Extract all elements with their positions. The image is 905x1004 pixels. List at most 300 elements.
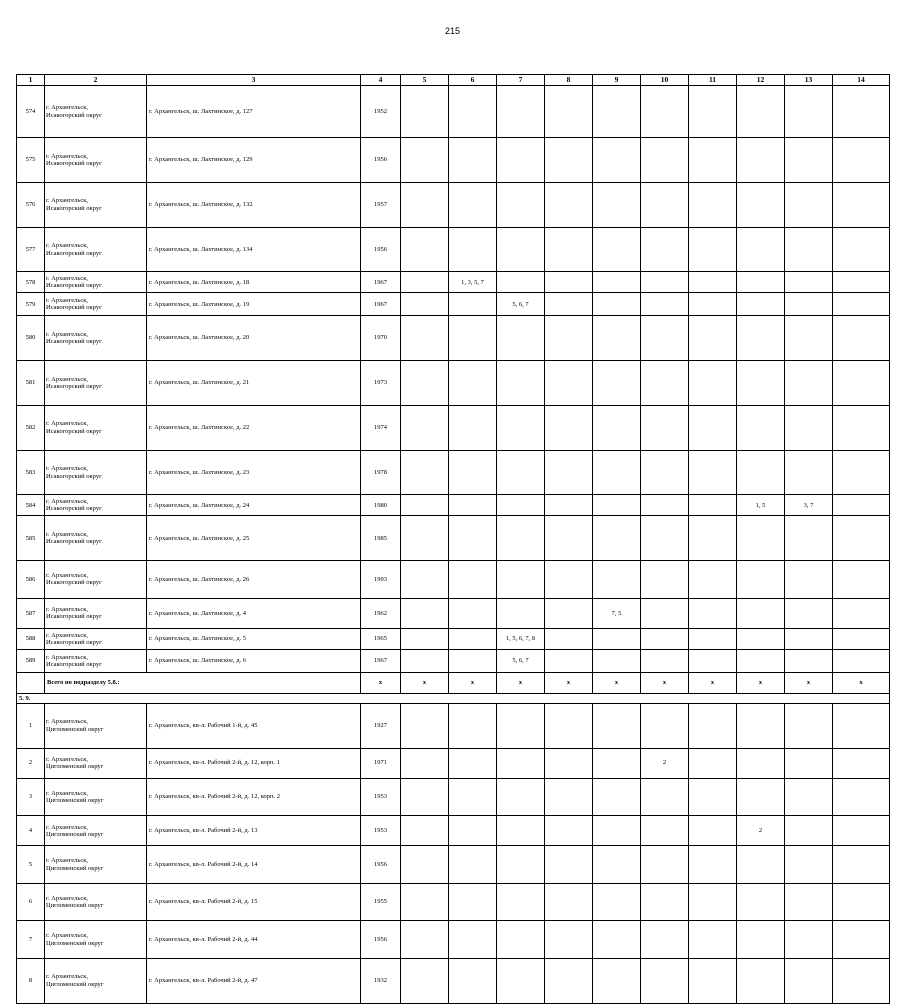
year-cell: 1953: [361, 778, 401, 815]
locality-cell: г. Архангельск, Исакогорский округ: [45, 138, 147, 183]
value-cell: [449, 883, 497, 920]
locality-cell: г. Архангельск, Исакогорский округ: [45, 361, 147, 406]
address-cell: г. Архангельск, ш. Лахтинское, д. 6: [147, 649, 361, 672]
value-cell: [833, 748, 890, 778]
row-number-cell: 3: [17, 778, 45, 815]
value-cell: [737, 272, 785, 293]
value-cell: [449, 86, 497, 138]
value-cell: 2: [641, 748, 689, 778]
row-number-cell: 577: [17, 227, 45, 272]
row-number-cell: 583: [17, 450, 45, 495]
value-cell: [737, 316, 785, 361]
column-number-cell: 6: [449, 75, 497, 86]
value-cell: [497, 316, 545, 361]
value-cell: [689, 649, 737, 672]
column-number-cell: 8: [545, 75, 593, 86]
table-row: [17, 182, 890, 227]
value-cell: [593, 561, 641, 598]
value-cell: [449, 182, 497, 227]
row-number-cell: 1: [17, 703, 45, 748]
value-cell: [401, 272, 449, 293]
value-cell: [545, 958, 593, 1003]
address-cell: г. Архангельск, кв-л. Рабочий 2-й, д. 44: [147, 921, 361, 958]
locality-cell: г. Архангельск, Исакогорский округ: [45, 516, 147, 561]
address-cell: г. Архангельск, ш. Лахтинское, д. 20: [147, 316, 361, 361]
value-cell: [401, 883, 449, 920]
subtotal-row: [17, 672, 890, 693]
value-cell: [401, 703, 449, 748]
value-cell: [593, 227, 641, 272]
value-cell: [449, 561, 497, 598]
locality-cell: г. Архангельск, Исакогорский округ: [45, 293, 147, 316]
value-cell: [593, 450, 641, 495]
value-cell: [401, 316, 449, 361]
value-cell: [737, 361, 785, 406]
locality-cell: г. Архангельск, Исакогорский округ: [45, 182, 147, 227]
value-cell: [833, 293, 890, 316]
value-cell: 5, 6, 7: [497, 293, 545, 316]
value-cell: [785, 748, 833, 778]
value-cell: [641, 958, 689, 1003]
value-cell: [401, 628, 449, 649]
value-cell: [497, 778, 545, 815]
column-number-cell: 9: [593, 75, 641, 86]
year-cell: 1956: [361, 227, 401, 272]
value-cell: [497, 516, 545, 561]
year-cell: 1927: [361, 703, 401, 748]
value-cell: [641, 816, 689, 846]
value-cell: [401, 182, 449, 227]
table-row: [17, 816, 890, 846]
locality-cell: г. Архангельск, Исакогорский округ: [45, 561, 147, 598]
value-cell: [737, 450, 785, 495]
value-cell: [689, 405, 737, 450]
value-cell: [497, 598, 545, 628]
value-cell: [833, 405, 890, 450]
value-cell: [689, 495, 737, 516]
value-cell: [449, 495, 497, 516]
value-cell: [593, 883, 641, 920]
address-cell: г. Архангельск, ш. Лахтинское, д. 18: [147, 272, 361, 293]
value-cell: [545, 361, 593, 406]
value-cell: [545, 293, 593, 316]
table-row: [17, 958, 890, 1003]
value-cell: [449, 516, 497, 561]
value-cell: [593, 293, 641, 316]
year-cell: 1956: [361, 846, 401, 883]
value-cell: [545, 561, 593, 598]
value-cell: [737, 883, 785, 920]
table-row: [17, 86, 890, 138]
value-cell: [833, 816, 890, 846]
value-cell: [545, 883, 593, 920]
value-cell: [401, 516, 449, 561]
value-cell: [833, 778, 890, 815]
table-row: [17, 450, 890, 495]
value-cell: [785, 450, 833, 495]
value-cell: [593, 516, 641, 561]
table-row: [17, 846, 890, 883]
locality-cell: г. Архангельск, Исакогорский округ: [45, 86, 147, 138]
value-cell: 1, 5: [737, 495, 785, 516]
subtotal-mark: x: [641, 672, 689, 693]
row-number-cell: 584: [17, 495, 45, 516]
value-cell: [689, 293, 737, 316]
year-cell: 1952: [361, 86, 401, 138]
value-cell: [833, 495, 890, 516]
value-cell: [689, 561, 737, 598]
value-cell: [689, 846, 737, 883]
register-table: [16, 74, 890, 1004]
locality-cell: г. Архангельск, Исакогорский округ: [45, 316, 147, 361]
value-cell: [497, 405, 545, 450]
value-cell: [641, 778, 689, 815]
locality-cell: г. Архангельск, Цигломенский округ: [45, 816, 147, 846]
address-cell: г. Архангельск, кв-л. Рабочий 2-й, д. 14: [147, 846, 361, 883]
value-cell: [449, 293, 497, 316]
value-cell: [545, 816, 593, 846]
locality-cell: г. Архангельск, Цигломенский округ: [45, 883, 147, 920]
row-number-cell: 587: [17, 598, 45, 628]
value-cell: [689, 272, 737, 293]
row-number-cell: 2: [17, 748, 45, 778]
table-row: [17, 405, 890, 450]
value-cell: [833, 361, 890, 406]
value-cell: [449, 450, 497, 495]
value-cell: [545, 272, 593, 293]
subtotal-mark: x: [401, 672, 449, 693]
row-number-cell: 575: [17, 138, 45, 183]
value-cell: [785, 293, 833, 316]
locality-cell: г. Архангельск, Исакогорский округ: [45, 272, 147, 293]
address-cell: г. Архангельск, ш. Лахтинское, д. 132: [147, 182, 361, 227]
address-cell: г. Архангельск, кв-л. Рабочий 2-й, д. 47: [147, 958, 361, 1003]
value-cell: [689, 748, 737, 778]
locality-cell: г. Архангельск, Исакогорский округ: [45, 649, 147, 672]
value-cell: [593, 138, 641, 183]
value-cell: [737, 649, 785, 672]
value-cell: [833, 921, 890, 958]
table-row: [17, 598, 890, 628]
table-row: [17, 748, 890, 778]
value-cell: [593, 86, 641, 138]
value-cell: [497, 272, 545, 293]
table-body: [17, 75, 890, 1004]
address-cell: г. Архангельск, ш. Лахтинское, д. 22: [147, 405, 361, 450]
value-cell: [785, 649, 833, 672]
year-cell: 1967: [361, 649, 401, 672]
subtotal-label: Всего по подразделу 5.8.:: [45, 672, 361, 693]
year-cell: 1967: [361, 272, 401, 293]
value-cell: [497, 495, 545, 516]
value-cell: [641, 316, 689, 361]
value-cell: [833, 138, 890, 183]
value-cell: [545, 598, 593, 628]
value-cell: [785, 846, 833, 883]
address-cell: г. Архангельск, ш. Лахтинское, д. 134: [147, 227, 361, 272]
row-number-cell: 588: [17, 628, 45, 649]
value-cell: [689, 958, 737, 1003]
subtotal-mark: x: [689, 672, 737, 693]
value-cell: [833, 227, 890, 272]
value-cell: [689, 598, 737, 628]
value-cell: [593, 316, 641, 361]
value-cell: [545, 778, 593, 815]
value-cell: [689, 182, 737, 227]
column-number-cell: 14: [833, 75, 890, 86]
subtotal-mark: x: [833, 672, 890, 693]
value-cell: [689, 516, 737, 561]
value-cell: [737, 86, 785, 138]
column-number-cell: 7: [497, 75, 545, 86]
value-cell: [593, 495, 641, 516]
value-cell: [641, 703, 689, 748]
value-cell: [737, 628, 785, 649]
address-cell: г. Архангельск, ш. Лахтинское, д. 5: [147, 628, 361, 649]
value-cell: [737, 703, 785, 748]
value-cell: [593, 748, 641, 778]
value-cell: [641, 293, 689, 316]
value-cell: [689, 883, 737, 920]
value-cell: [641, 561, 689, 598]
value-cell: [689, 316, 737, 361]
value-cell: [785, 405, 833, 450]
value-cell: [833, 316, 890, 361]
address-cell: г. Архангельск, ш. Лахтинское, д. 4: [147, 598, 361, 628]
address-cell: г. Архангельск, ш. Лахтинское, д. 129: [147, 138, 361, 183]
value-cell: [737, 516, 785, 561]
value-cell: [401, 778, 449, 815]
value-cell: [689, 86, 737, 138]
value-cell: [545, 450, 593, 495]
year-cell: 1953: [361, 816, 401, 846]
value-cell: [785, 958, 833, 1003]
value-cell: [593, 958, 641, 1003]
year-cell: 1980: [361, 495, 401, 516]
value-cell: [737, 958, 785, 1003]
row-number-cell: 586: [17, 561, 45, 598]
row-number-cell: 8: [17, 958, 45, 1003]
address-cell: г. Архангельск, ш. Лахтинское, д. 19: [147, 293, 361, 316]
value-cell: [401, 846, 449, 883]
value-cell: [593, 816, 641, 846]
value-cell: [833, 450, 890, 495]
value-cell: [641, 405, 689, 450]
column-number-cell: 10: [641, 75, 689, 86]
value-cell: [401, 958, 449, 1003]
value-cell: [545, 703, 593, 748]
value-cell: [737, 182, 785, 227]
value-cell: [785, 883, 833, 920]
value-cell: [593, 649, 641, 672]
value-cell: [497, 703, 545, 748]
address-cell: г. Архангельск, кв-л. Рабочий 2-й, д. 12, корп. 1: [147, 748, 361, 778]
value-cell: [593, 361, 641, 406]
year-cell: 1974: [361, 405, 401, 450]
table-row: [17, 227, 890, 272]
value-cell: [785, 182, 833, 227]
value-cell: [689, 227, 737, 272]
year-cell: 1985: [361, 516, 401, 561]
value-cell: [593, 921, 641, 958]
value-cell: [449, 598, 497, 628]
table-row: [17, 778, 890, 815]
address-cell: г. Архангельск, ш. Лахтинское, д. 24: [147, 495, 361, 516]
value-cell: [545, 748, 593, 778]
locality-cell: г. Архангельск, Цигломенский округ: [45, 846, 147, 883]
value-cell: [737, 138, 785, 183]
locality-cell: г. Архангельск, Цигломенский округ: [45, 921, 147, 958]
value-cell: [497, 846, 545, 883]
value-cell: [641, 227, 689, 272]
value-cell: [401, 561, 449, 598]
column-number-cell: 5: [401, 75, 449, 86]
value-cell: [545, 628, 593, 649]
value-cell: 1, 5, 6, 7, 8: [497, 628, 545, 649]
value-cell: [401, 748, 449, 778]
value-cell: [545, 495, 593, 516]
value-cell: [689, 703, 737, 748]
value-cell: [737, 561, 785, 598]
value-cell: [545, 86, 593, 138]
value-cell: [689, 361, 737, 406]
year-cell: 1973: [361, 361, 401, 406]
value-cell: 1, 3, 5, 7: [449, 272, 497, 293]
value-cell: [689, 450, 737, 495]
value-cell: [785, 272, 833, 293]
value-cell: [641, 846, 689, 883]
value-cell: [449, 778, 497, 815]
value-cell: [449, 958, 497, 1003]
locality-cell: г. Архангельск, Цигломенский округ: [45, 778, 147, 815]
table-row: [17, 316, 890, 361]
value-cell: [833, 182, 890, 227]
value-cell: [689, 138, 737, 183]
value-cell: [737, 748, 785, 778]
locality-cell: г. Архангельск, Цигломенский округ: [45, 958, 147, 1003]
value-cell: [785, 361, 833, 406]
row-number-cell: 6: [17, 883, 45, 920]
column-number-row: [17, 75, 890, 86]
value-cell: [641, 272, 689, 293]
row-number-cell: 589: [17, 649, 45, 672]
value-cell: [401, 450, 449, 495]
table-row: [17, 628, 890, 649]
value-cell: [785, 316, 833, 361]
subtotal-mark: x: [593, 672, 641, 693]
year-cell: 1971: [361, 748, 401, 778]
value-cell: [641, 883, 689, 920]
value-cell: [449, 703, 497, 748]
value-cell: [401, 86, 449, 138]
value-cell: [449, 138, 497, 183]
section-heading-row: [17, 693, 890, 703]
value-cell: [785, 816, 833, 846]
column-number-cell: 3: [147, 75, 361, 86]
value-cell: [401, 227, 449, 272]
value-cell: [833, 516, 890, 561]
value-cell: [449, 748, 497, 778]
row-number-cell: 4: [17, 816, 45, 846]
value-cell: [545, 516, 593, 561]
value-cell: [689, 778, 737, 815]
value-cell: [641, 86, 689, 138]
locality-cell: г. Архангельск, Цигломенский округ: [45, 703, 147, 748]
value-cell: [401, 816, 449, 846]
year-cell: 1956: [361, 921, 401, 958]
value-cell: [401, 361, 449, 406]
address-cell: г. Архангельск, ш. Лахтинское, д. 21: [147, 361, 361, 406]
subtotal-mark: x: [497, 672, 545, 693]
value-cell: [497, 921, 545, 958]
value-cell: [737, 227, 785, 272]
subtotal-mark: x: [737, 672, 785, 693]
address-cell: г. Архангельск, ш. Лахтинское, д. 25: [147, 516, 361, 561]
subtotal-mark: x: [361, 672, 401, 693]
value-cell: [545, 649, 593, 672]
year-cell: 1956: [361, 138, 401, 183]
value-cell: [545, 182, 593, 227]
table-row: [17, 272, 890, 293]
value-cell: [737, 921, 785, 958]
value-cell: [833, 649, 890, 672]
value-cell: [689, 816, 737, 846]
value-cell: [593, 182, 641, 227]
column-number-cell: 4: [361, 75, 401, 86]
row-number-cell: 5: [17, 846, 45, 883]
value-cell: [593, 405, 641, 450]
address-cell: г. Архангельск, кв-л. Рабочий 2-й, д. 13: [147, 816, 361, 846]
row-number-cell: 576: [17, 182, 45, 227]
value-cell: [545, 316, 593, 361]
value-cell: [737, 598, 785, 628]
value-cell: [449, 405, 497, 450]
value-cell: [497, 138, 545, 183]
table-row: [17, 293, 890, 316]
table-row: [17, 495, 890, 516]
value-cell: [785, 628, 833, 649]
value-cell: [401, 293, 449, 316]
address-cell: г. Архангельск, кв-л. Рабочий 1-й, д. 45: [147, 703, 361, 748]
value-cell: [449, 921, 497, 958]
value-cell: [401, 405, 449, 450]
year-cell: 1970: [361, 316, 401, 361]
table-row: [17, 703, 890, 748]
address-cell: г. Архангельск, ш. Лахтинское, д. 23: [147, 450, 361, 495]
value-cell: [785, 516, 833, 561]
year-cell: 1978: [361, 450, 401, 495]
value-cell: [401, 138, 449, 183]
value-cell: [833, 846, 890, 883]
value-cell: [785, 227, 833, 272]
row-number-cell: 585: [17, 516, 45, 561]
value-cell: [833, 628, 890, 649]
value-cell: [641, 450, 689, 495]
table-row: [17, 921, 890, 958]
value-cell: 5, 6, 7: [497, 649, 545, 672]
value-cell: [401, 649, 449, 672]
locality-cell: г. Архангельск, Исакогорский округ: [45, 227, 147, 272]
value-cell: [833, 703, 890, 748]
value-cell: [641, 361, 689, 406]
year-cell: 1965: [361, 628, 401, 649]
value-cell: [641, 598, 689, 628]
locality-cell: г. Архангельск, Исакогорский округ: [45, 628, 147, 649]
row-number-cell: 578: [17, 272, 45, 293]
value-cell: [737, 405, 785, 450]
value-cell: [785, 921, 833, 958]
value-cell: [497, 958, 545, 1003]
